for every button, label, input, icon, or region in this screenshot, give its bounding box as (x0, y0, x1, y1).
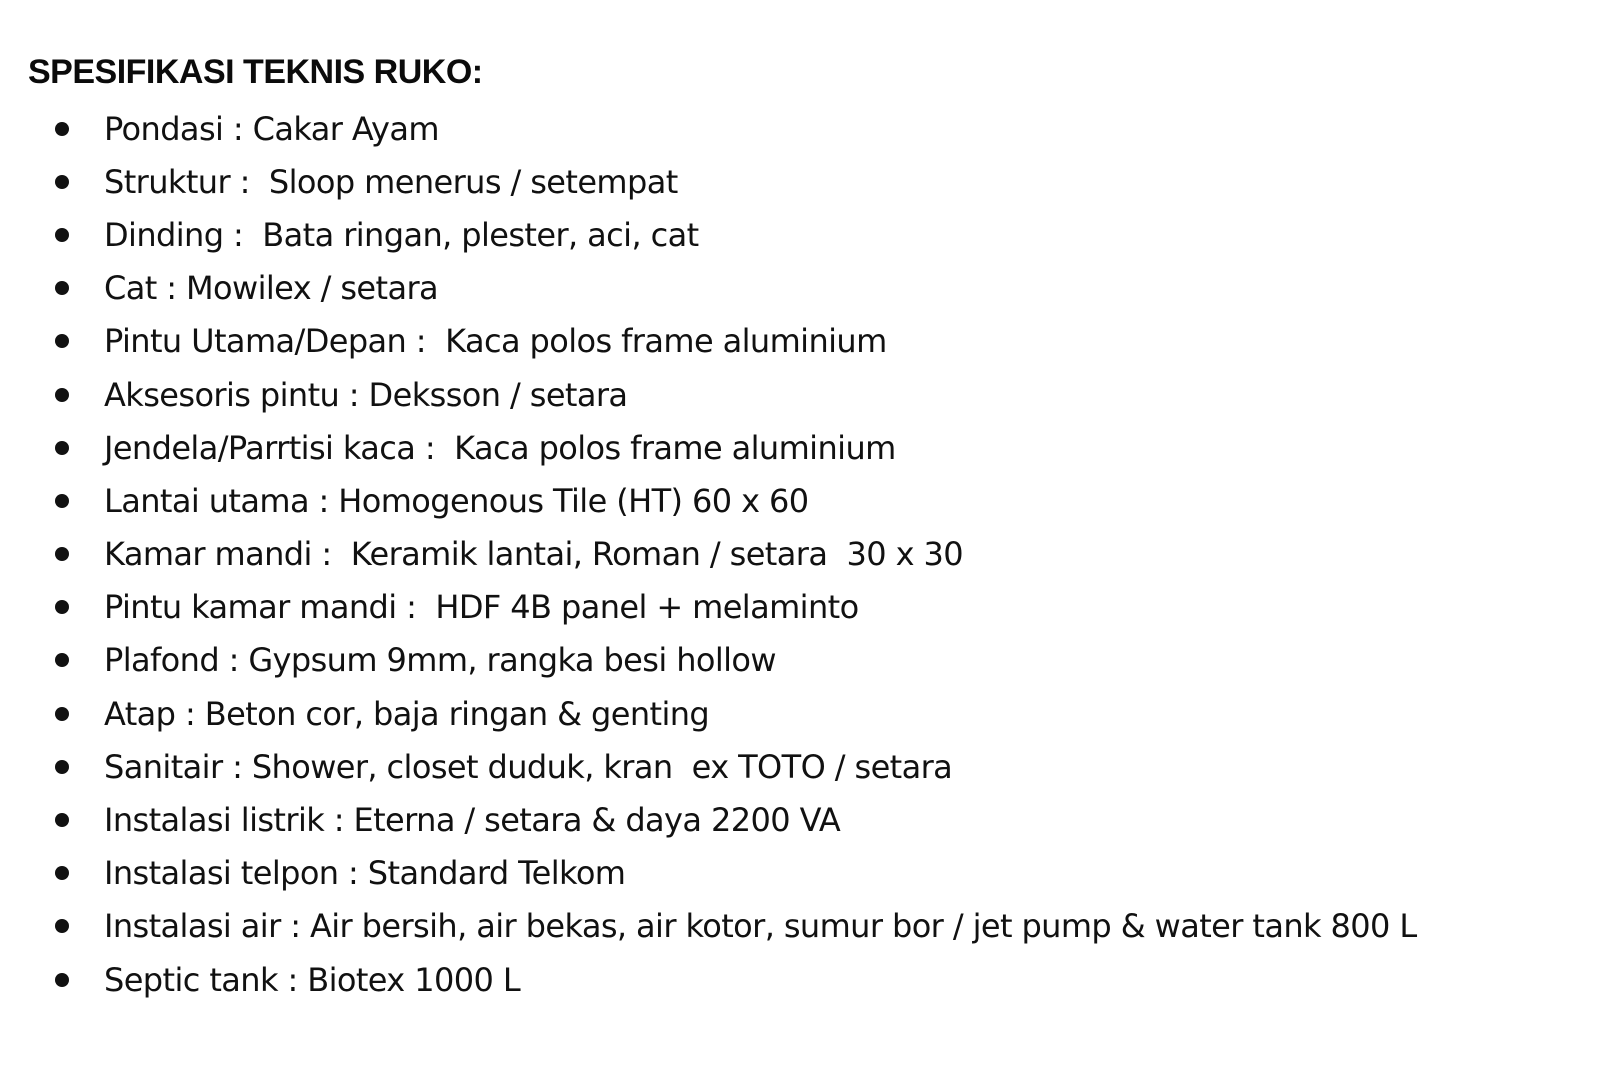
bullet-icon (55, 866, 69, 880)
bullet-icon (55, 813, 69, 827)
spec-item-kamar-mandi (28, 528, 1588, 581)
bullet-icon (55, 334, 69, 348)
spec-item-sanitair (28, 740, 1588, 793)
spec-item-text: Cat : Mowilex / setara (104, 269, 439, 308)
spec-item-text: Plafond : Gypsum 9mm, rangka besi hollow (104, 641, 776, 680)
bullet-icon (55, 760, 69, 774)
spec-item-text: Jendela/Parrtisi kaca : Kaca polos frame aluminium (104, 428, 896, 467)
spec-item-text: Dinding : Bata ringan, plester, aci, cat (104, 215, 699, 254)
spec-item-lantai-utama (28, 474, 1588, 527)
spec-document (28, 48, 1588, 1006)
document-title: SPESIFIKASI TEKNIS RUKO: (28, 53, 483, 91)
bullet-icon (55, 281, 69, 295)
spec-item-aksesoris-pintu (28, 368, 1588, 421)
bullet-icon (55, 919, 69, 933)
bullet-icon (55, 707, 69, 721)
spec-item-text: Instalasi listrik : Eterna / setara & daya 2200 VA (104, 801, 841, 840)
spec-item-pintu-kamar-mandi (28, 581, 1588, 634)
spec-item-plafond (28, 634, 1588, 687)
spec-item-text: Instalasi air : Air bersih, air bekas, air kotor, sumur bor / jet pump & water tank 800 L (104, 907, 1417, 946)
bullet-icon (55, 494, 69, 508)
spec-item-text: Septic tank : Biotex 1000 L (104, 960, 521, 999)
spec-item-struktur (28, 155, 1588, 208)
bullet-icon (55, 547, 69, 561)
spec-item-text: Kamar mandi : Keramik lantai, Roman / setara 30 x 30 (104, 535, 963, 574)
bullet-icon (55, 973, 69, 987)
bullet-icon (55, 175, 69, 189)
spec-item-cat (28, 262, 1588, 315)
bullet-icon (55, 122, 69, 136)
bullet-icon (55, 228, 69, 242)
spec-item-instalasi-telpon (28, 847, 1588, 900)
spec-item-pondasi (28, 102, 1588, 155)
spec-item-text: Lantai utama : Homogenous Tile (HT) 60 x 60 (104, 481, 809, 520)
spec-item-jendela (28, 421, 1588, 474)
spec-item-text: Struktur : Sloop menerus / setempat (104, 162, 678, 201)
spec-item-septic-tank (28, 953, 1588, 1006)
bullet-icon (55, 600, 69, 614)
spec-item-dinding (28, 208, 1588, 261)
spec-item-instalasi-listrik (28, 793, 1588, 846)
spec-item-pintu-utama (28, 315, 1588, 368)
spec-list (28, 102, 1588, 1006)
spec-item-text: Sanitair : Shower, closet duduk, kran ex TOTO / setara (104, 747, 953, 786)
spec-item-instalasi-air (28, 900, 1588, 953)
spec-item-text: Instalasi telpon : Standard Telkom (104, 854, 626, 893)
spec-item-text: Pintu kamar mandi : HDF 4B panel + melaminto (104, 588, 859, 627)
spec-item-text: Pondasi : Cakar Ayam (104, 109, 439, 148)
spec-item-text: Aksesoris pintu : Deksson / setara (104, 375, 628, 414)
bullet-icon (55, 388, 69, 402)
bullet-icon (55, 653, 69, 667)
spec-item-atap (28, 687, 1588, 740)
spec-item-text: Atap : Beton cor, baja ringan & genting (104, 694, 710, 733)
spec-item-text: Pintu Utama/Depan : Kaca polos frame aluminium (104, 322, 887, 361)
bullet-icon (55, 441, 69, 455)
